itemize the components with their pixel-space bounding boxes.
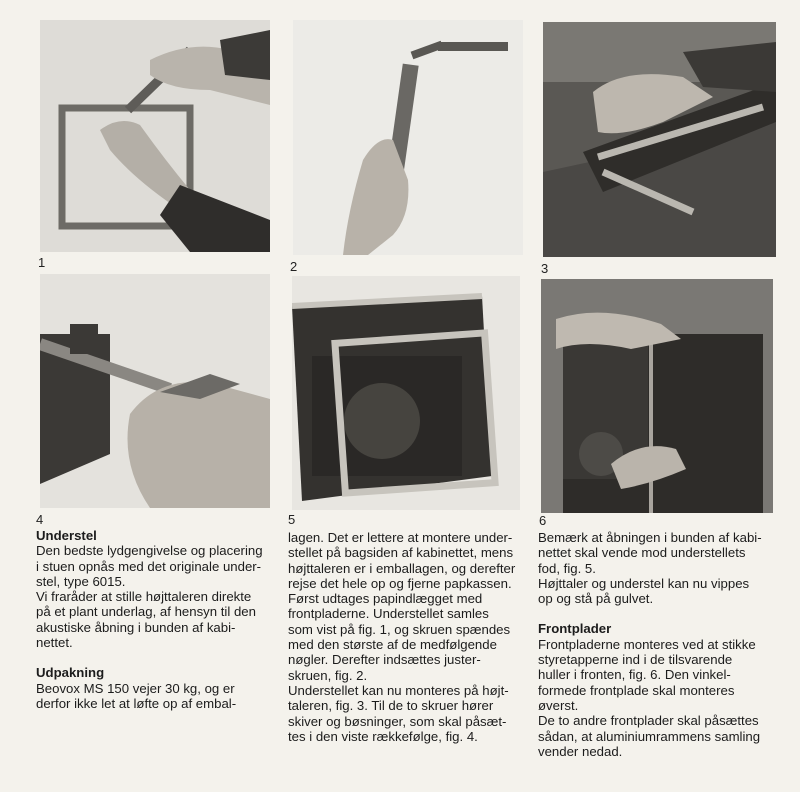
heading-frontplader: Frontplader bbox=[538, 621, 612, 637]
figure-1-photo bbox=[40, 20, 270, 252]
text-line: med den største af de medfølgende bbox=[288, 637, 497, 653]
heading-udpakning: Udpakning bbox=[36, 665, 105, 681]
text-line: op og stå på gulvet. bbox=[538, 591, 654, 607]
text-line: Bemærk at åbningen i bunden af kabi- bbox=[538, 530, 762, 545]
figure-5-photo bbox=[292, 276, 520, 510]
text-line: formede frontplade skal monteres bbox=[538, 682, 735, 698]
figure-2-photo bbox=[293, 20, 523, 255]
text-line: stellet på bagsiden af kabinettet, mens bbox=[288, 545, 514, 561]
text-line: skiver og bøsninger, som skal påsæt- bbox=[288, 713, 507, 729]
figure-3-photo bbox=[543, 22, 776, 257]
text-line: Beovox MS 150 vejer 30 kg, og er bbox=[36, 680, 235, 696]
text-line: De to andre frontplader skal påsættes bbox=[538, 713, 759, 729]
figure-5-number: 5 bbox=[288, 512, 296, 527]
figure-4-number: 4 bbox=[36, 512, 44, 527]
text-line: som vist på fig. 1, og skruen spændes bbox=[288, 621, 511, 637]
text-line: i stuen opnås med det originale under- bbox=[36, 558, 262, 574]
text-line: stel, type 6015. bbox=[36, 573, 126, 589]
text-line: sådan, at aluminiumrammens samling bbox=[538, 728, 761, 744]
text-line: styretapperne ind i de tilsvarende bbox=[538, 652, 733, 668]
text-line: nettet skal vende mod understellets bbox=[538, 545, 746, 561]
figure-6-photo bbox=[541, 279, 773, 513]
text-line: nøgler. Derefter indsættes juster- bbox=[288, 652, 481, 668]
text-line: derfor ikke let at løfte op af embal- bbox=[36, 695, 237, 711]
text-line: taleren, fig. 3. Til de to skruer hører bbox=[288, 698, 494, 714]
figure-6-number: 6 bbox=[539, 513, 547, 528]
text-line: fod, fig. 5. bbox=[538, 560, 596, 576]
column-1-text bbox=[36, 528, 276, 711]
text-line: Højttaler og understel kan nu vippes bbox=[538, 575, 750, 591]
column-2-text bbox=[288, 530, 528, 744]
text-line: Frontpladerne monteres ved at stikke bbox=[538, 636, 756, 652]
text-line: Understellet kan nu monteres på højt- bbox=[288, 682, 509, 698]
text-line: højttaleren er i emballagen, og derefter bbox=[288, 560, 516, 576]
text-line: Først udtages papindlægget med bbox=[288, 591, 483, 607]
figure-3-number: 3 bbox=[541, 261, 549, 276]
figure-1-number: 1 bbox=[38, 255, 46, 270]
text-line: nettet. bbox=[36, 635, 73, 651]
text-line: vender nedad. bbox=[538, 743, 623, 759]
heading-understel: Understel bbox=[36, 528, 97, 543]
figure-2-number: 2 bbox=[290, 259, 298, 274]
text-line: huller i fronten, fig. 6. Den vinkel- bbox=[538, 667, 731, 683]
text-line: på et plant underlag, af hensyn til den bbox=[36, 604, 256, 620]
text-line: Den bedste lydgengivelse og placering bbox=[36, 543, 263, 559]
column-3-text bbox=[538, 530, 783, 759]
text-line: akustiske åbning i bunden af kabi- bbox=[36, 619, 236, 635]
text-line: øverst. bbox=[538, 697, 579, 713]
text-line: Vi fraråder at stille højttaleren direkte bbox=[36, 589, 252, 605]
text-line: skruen, fig. 2. bbox=[288, 667, 368, 683]
text-line: tes i den viste rækkefølge, fig. 4. bbox=[288, 728, 478, 744]
text-line: lagen. Det er lettere at montere under- bbox=[288, 530, 513, 545]
text-line: frontpladerne. Understellet samles bbox=[288, 606, 489, 622]
text-line: rejse det hele op og fjerne papkassen. bbox=[288, 575, 512, 591]
figure-4-photo bbox=[40, 274, 270, 508]
